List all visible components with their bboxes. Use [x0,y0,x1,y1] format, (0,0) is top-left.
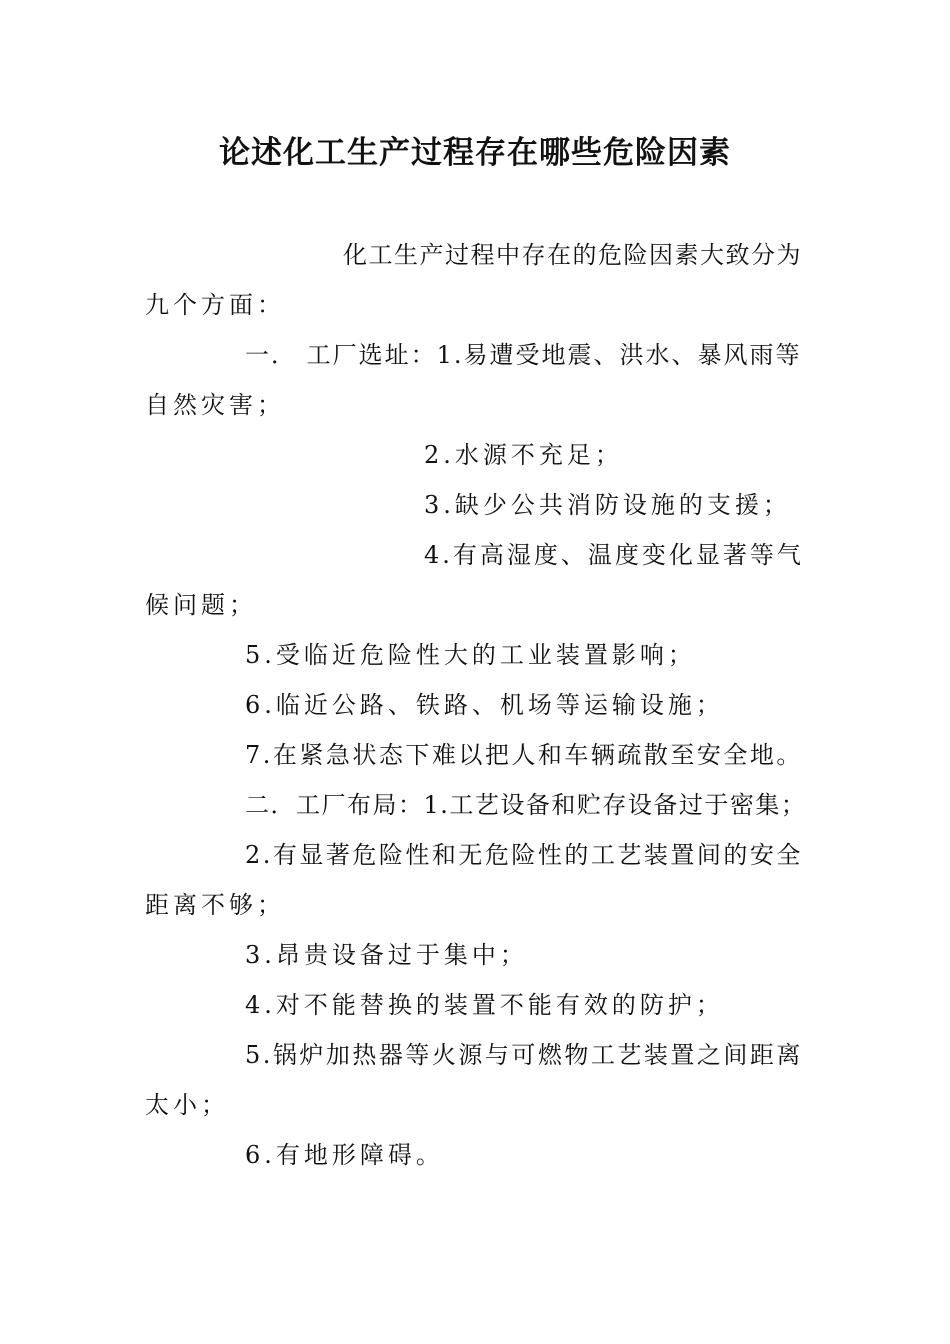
document-title: 论述化工生产过程存在哪些危险因素 [219,135,731,171]
paragraph-line: 九个方面： [145,291,285,319]
list-item: 2.有显著危险性和无危险性的工艺装置间的安全 [245,841,803,869]
list-item: 5.受临近危险性大的工业装置影响； [245,641,696,669]
list-item: 5.锅炉加热器等火源与可燃物工艺装置之间距离 [245,1041,803,1069]
section-heading-line: 一． 工厂选址：1.易遭受地震、洪水、暴风雨等 [245,341,802,369]
list-item: 4.有高湿度、温度变化显著等气 [424,541,804,569]
paragraph-line: 太小； [145,1091,229,1119]
paragraph-line: 距离不够； [145,891,285,919]
list-item: 3.缺少公共消防设施的支援； [424,491,791,519]
paragraph-line: 化工生产过程中存在的危险因素大致分为 [343,241,802,269]
paragraph-line: 自然灾害； [145,391,285,419]
list-item: 2.水源不充足； [424,441,623,469]
list-item: 7.在紧急状态下难以把人和车辆疏散至安全地。 [245,741,803,769]
list-item: 4.对不能替换的装置不能有效的防护； [245,991,724,1019]
list-item: 6.临近公路、铁路、机场等运输设施； [245,691,724,719]
section-heading-line: 二．工厂布局：1.工艺设备和贮存设备过于密集； [245,791,807,819]
paragraph-line: 候问题； [145,591,257,619]
list-item: 3.昂贵设备过于集中； [245,941,528,969]
list-item: 6.有地形障碍。 [245,1141,444,1169]
